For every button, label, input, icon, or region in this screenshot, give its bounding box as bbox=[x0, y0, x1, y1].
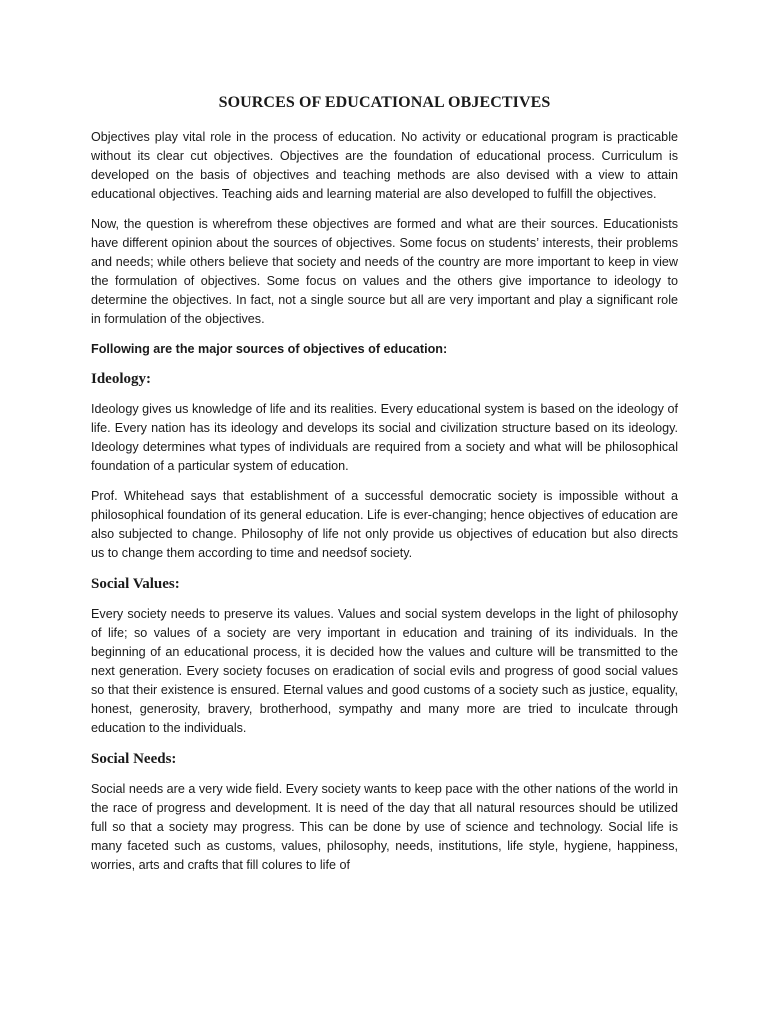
intro-paragraph-2: Now, the question is wherefrom these objectives are formed and what are their sources. Educationists have different opinion about the sources of objectives. Some focus on students’ interests, their problems and needs; while others believe that society and needs of the country are more important to keep in view the formulation of objectives. Some focus on values and the others give importance to ideology to determine the objectives. In fact, not a single source but all are very important and play a significant role in formulation of the objectives. bbox=[91, 217, 678, 326]
intro-paragraph-1: Objectives play vital role in the process of education. No activity or educational program is practicable without its clear cut objectives. Objectives are the foundation of educational process. Curriculum is developed on the basis of objectives and teaching methods are also devised with a view to attain educational objectives. Teaching aids and learning material are also developed to fulfill the objectives. bbox=[91, 130, 678, 201]
ideology-paragraph-2: Prof. Whitehead says that establishment of a successful democratic society is impossible without a philosophical foundation of its general education. Life is ever-changing; hence objectives of education are also subjected to change. Philosophy of life not only provide us objectives of education but also directs us to change them according to time and needsof society. bbox=[91, 489, 678, 560]
ideology-paragraph-1: Ideology gives us knowledge of life and its realities. Every educational system is based on the ideology of life. Every nation has its ideology and develops its social and civilization structure based on its ideology. Ideology determines what types of individuals are required from a society and what will be philosophical foundation of a particular system of education. bbox=[91, 402, 678, 473]
section-heading-social-needs: Social Needs: bbox=[91, 751, 177, 767]
section-heading-ideology: Ideology: bbox=[91, 371, 151, 387]
document-title: SOURCES OF EDUCATIONAL OBJECTIVES bbox=[218, 94, 551, 111]
social-needs-paragraph: Social needs are a very wide field. Every society wants to keep pace with the other nations of the world in the race of progress and development. It is need of the day that all natural resources should be utilized full so that a society may progress. This can be done by use of science and technology. Social life is many faceted such as customs, values, philosophy, needs, institutions, life style, hygiene, happiness, worries, arts and crafts that fill colures to life of bbox=[91, 782, 678, 872]
sources-lead-in: Following are the major sources of objectives of education: bbox=[91, 342, 448, 356]
social-values-paragraph: Every society needs to preserve its values. Values and social system develops in the light of philosophy of life; so values of a society are very important in education and training of its individuals. In the beginning of an educational process, it is decided how the values and culture will be transmitted to the next generation. Every society focuses on eradication of social evils and progress of good social values so that their existence is ensured. Eternal values and good customs of a society such as justice, equality, honest, generosity, bravery, brotherhood, sympathy and many more are tried to inculcate through education to the individuals. bbox=[91, 607, 678, 735]
document-page bbox=[91, 88, 678, 886]
section-heading-social-values: Social Values: bbox=[91, 576, 180, 592]
